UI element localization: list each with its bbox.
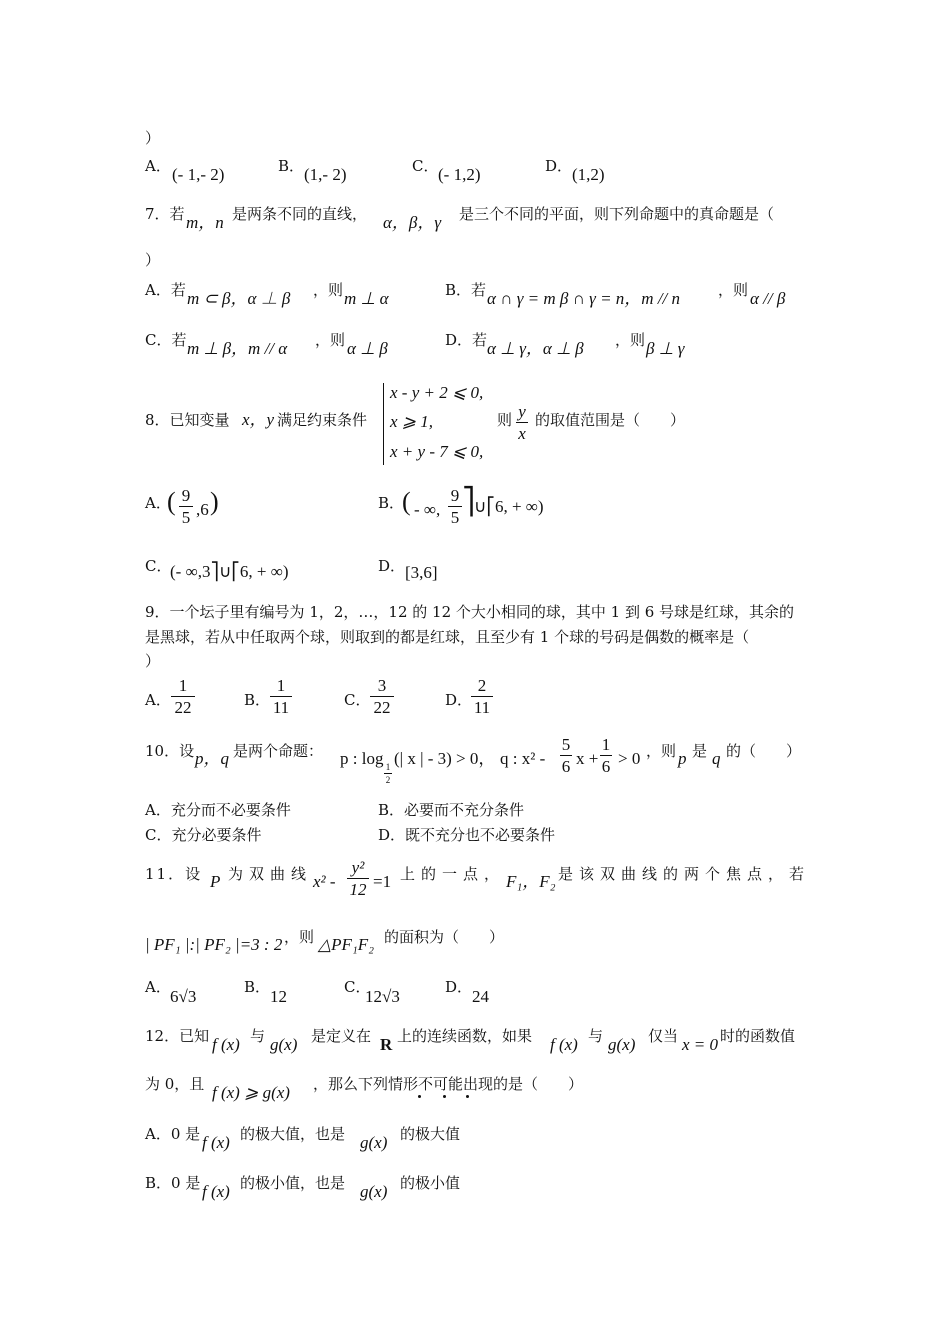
- q12-text-value: 时的函数值: [720, 1027, 796, 1045]
- fraction-bar: [171, 696, 195, 697]
- q8-constraint-2: x ⩾ 1,: [390, 412, 434, 431]
- q8-constraint-brace: [383, 383, 384, 465]
- q12-reals: R: [380, 1035, 393, 1054]
- q8-option-d-value: [3,6]: [405, 563, 438, 582]
- q12-inequality: f (x) ⩾ g(x): [212, 1083, 290, 1102]
- q9-option-b-label: B．: [244, 691, 271, 709]
- fraction-bar: [448, 506, 462, 507]
- q9-option-c-denominator: 22: [373, 698, 391, 717]
- q6-option-b-label: B．: [278, 157, 305, 175]
- emphasis-dot: [466, 1095, 469, 1098]
- q7-option-c-label: C．若: [145, 331, 187, 349]
- q8-option-a-denominator: 5: [181, 508, 191, 527]
- q9-line-2: 是黑球，若从中任取两个球，则取到的都是红球，且至少有 1 个球的号码是偶数的概率是（: [145, 628, 750, 646]
- q10-p-log: p : log: [340, 749, 384, 768]
- q8-then: 则: [497, 411, 513, 429]
- q9-option-c-numerator: 3: [377, 676, 387, 695]
- q11-fraction-num: y²: [351, 858, 365, 877]
- q8-text-constraint: 满足约束条件: [277, 411, 368, 429]
- q12-option-a-mid: 的极大值，也是: [240, 1125, 346, 1143]
- q7-option-a-cond: m ⊂ β，α ⊥ β: [187, 289, 291, 308]
- q10-log-base-num: 1: [385, 762, 391, 772]
- q6-closing-paren: ）: [145, 129, 161, 147]
- q11-option-a-label: A．: [145, 978, 171, 996]
- fraction-bar: [347, 878, 369, 879]
- q9-option-c-label: C．: [344, 691, 371, 709]
- q12-text-only: 仅当: [648, 1027, 679, 1045]
- q7-text-lines: 是两条不同的直线，: [232, 205, 368, 223]
- q12-x0: x = 0: [682, 1035, 719, 1054]
- q11-point-p: P: [210, 872, 221, 891]
- fraction-bar: [600, 755, 612, 756]
- q10-log-base-den: 2: [385, 775, 391, 785]
- q11-number: 11．设: [145, 865, 203, 883]
- q6-option-a-value: (- 1,- 2): [172, 165, 225, 184]
- q9-option-a-denominator: 22: [174, 698, 192, 717]
- q12-option-a-g: g(x): [360, 1133, 388, 1152]
- q7-text-planes: 是三个不同的平面，则下列命题中的真命题是（: [459, 205, 775, 223]
- fraction-bar: [179, 506, 193, 507]
- q10-then: ，则: [646, 742, 677, 760]
- q8-option-a-open-paren: (: [167, 487, 176, 516]
- q9-option-c-fraction: [370, 676, 394, 717]
- q10-q-fraction-1: [560, 735, 572, 776]
- q11-text-area: 的面积为（ ）: [384, 928, 505, 946]
- q8-option-b-rest: ∪⎡6, + ∞): [474, 497, 544, 516]
- q8-option-b-pre: - ∞,: [414, 500, 441, 519]
- q10-option-a: A．充分而不必要条件: [145, 801, 291, 819]
- q8-option-b-denominator: 5: [450, 508, 460, 527]
- q11-ratio: | PF₁ |:| PF₂ |=3 : 2: [145, 935, 283, 954]
- fraction-bar: [384, 773, 392, 774]
- q7-option-a-result: m ⊥ α: [344, 289, 389, 308]
- q10-q-expr: q : x² -: [500, 749, 546, 768]
- q10-text-props: 是两个命题：: [233, 742, 324, 760]
- q6-option-b-value: (1,- 2): [304, 165, 347, 184]
- q10-q-fraction-2: [600, 735, 612, 776]
- q7-option-b-result: α // β: [750, 289, 786, 308]
- fraction-bar: [471, 696, 493, 697]
- q11-x2: x² -: [313, 872, 336, 891]
- q9-option-d-fraction: [471, 676, 493, 717]
- q8-option-a-numerator: 9: [181, 486, 191, 505]
- q7-number: 7．若: [145, 205, 185, 223]
- q7-option-c-then: ，则: [315, 331, 346, 349]
- q10-option-c: C．充分必要条件: [145, 826, 262, 844]
- q8-ratio-denominator: x: [518, 424, 526, 443]
- q7-lines-mn: m，n: [186, 213, 224, 232]
- q10-q-rest: > 0: [618, 749, 641, 768]
- q9-option-a-numerator: 1: [178, 676, 188, 695]
- q8-number: 8．已知变量: [145, 411, 230, 429]
- q7-option-d-cond: α ⊥ γ，α ⊥ β: [487, 339, 584, 358]
- q12-option-a-start: A．0 是: [145, 1125, 201, 1143]
- q10-q-mid: x +: [576, 749, 599, 768]
- q12-and: 与: [250, 1027, 266, 1045]
- q8-option-a-fraction: [179, 486, 193, 527]
- q7-option-a-then: ，则: [313, 281, 344, 299]
- q7-option-a-label: A．若: [145, 281, 186, 299]
- q10-q-fraction-2-num: 1: [601, 735, 611, 754]
- q8-option-b-label: B．: [378, 494, 405, 512]
- q11-triangle: △PF₁F₂: [318, 935, 375, 954]
- q11-option-b-label: B．: [244, 978, 271, 996]
- q6-option-c-value: (- 1,2): [438, 165, 481, 184]
- q10-log-base: [384, 762, 392, 785]
- q7-option-b-then: ，则: [718, 281, 749, 299]
- q7-option-d-result: β ⊥ γ: [646, 339, 685, 358]
- q11-text-point: 上的一点，: [400, 865, 506, 883]
- q12-number: 12．已知: [145, 1027, 210, 1045]
- q9-line-1: 9．一个坛子里有编号为 1，2，…，12 的 12 个大小相同的球，其中 1 到 6 号球是红球，其余的: [145, 603, 795, 621]
- fraction-bar: [370, 696, 394, 697]
- q12-option-b-f: f (x): [202, 1182, 230, 1201]
- q10-q-fraction-2-den: 6: [601, 757, 611, 776]
- q9-option-a-label: A．: [145, 691, 171, 709]
- q10-q-fraction-1-den: 6: [561, 757, 571, 776]
- q12-option-a-f: f (x): [202, 1133, 230, 1152]
- q12-text-continuous: 上的连续函数，如果: [397, 1027, 533, 1045]
- q11-eq1: =1: [373, 872, 392, 891]
- q9-option-d-label: D．: [445, 691, 473, 709]
- q10-number: 10．设: [145, 742, 195, 760]
- q9-option-d-denominator: 11: [473, 698, 491, 717]
- q8-ratio-fraction: [516, 402, 528, 443]
- q7-planes: α，β，γ: [383, 213, 442, 232]
- q10-q-fraction-1-num: 5: [561, 735, 571, 754]
- q12-g: g(x): [270, 1035, 298, 1054]
- q9-option-d-numerator: 2: [477, 676, 487, 695]
- q11-hyperbola-fraction: [347, 858, 369, 899]
- q7-option-b-cond: α ∩ γ = m β ∩ γ = n，m // n: [487, 289, 681, 308]
- q10-p: p: [678, 749, 687, 768]
- q12-f: f (x): [212, 1035, 240, 1054]
- fraction-bar: [270, 696, 292, 697]
- q12-f-2: f (x): [550, 1035, 578, 1054]
- q8-option-a-close-paren: ): [210, 487, 219, 516]
- q11-option-c-label: C．: [344, 978, 371, 996]
- emphasis-dot: [443, 1095, 446, 1098]
- q10-option-b: B．必要而不充分条件: [378, 801, 525, 819]
- q8-option-a-label: A．: [145, 494, 171, 512]
- q7-option-d-label: D．若: [445, 331, 488, 349]
- q11-text-hyperbola: 为双曲线: [228, 865, 313, 883]
- q8-variables: x，y: [242, 410, 275, 429]
- q8-text-range: 的取值范围是（ ）: [535, 411, 686, 429]
- q9-option-b-fraction: [270, 676, 292, 717]
- q8-ratio-numerator: y: [518, 402, 526, 421]
- q12-text-zero: 为 0，且: [145, 1075, 205, 1093]
- q12-option-b-mid: 的极小值，也是: [240, 1174, 346, 1192]
- q9-option-a-fraction: [171, 676, 195, 717]
- q10-q: q: [712, 749, 721, 768]
- q9-option-b-numerator: 1: [276, 676, 286, 695]
- q11-foci: F₁，F₂: [506, 872, 556, 891]
- q12-text-impossible: ，那么下列情形不可能出现的是（ ）: [313, 1075, 584, 1093]
- q11-fraction-den: 12: [349, 880, 367, 899]
- q11-option-c-value: 12√3: [365, 987, 400, 1006]
- fraction-bar: [516, 422, 528, 423]
- q9-option-b-denominator: 11: [272, 698, 290, 717]
- q6-option-a-label: A．: [145, 157, 171, 175]
- q7-option-d-then: ，则: [615, 331, 646, 349]
- q8-option-a-rest: ,6: [196, 500, 209, 519]
- q7-closing-paren: ）: [145, 251, 161, 269]
- fraction-bar: [560, 755, 572, 756]
- q10-is: 是: [692, 742, 708, 760]
- q6-option-d-label: D．: [545, 157, 573, 175]
- q10-option-d: D．既不充分也不必要条件: [378, 826, 556, 844]
- q10-p-rest: (| x | - 3) > 0，: [394, 749, 496, 768]
- q6-option-d-value: (1,2): [572, 165, 605, 184]
- q8-option-c-label: C．: [145, 557, 172, 575]
- q12-option-b-g: g(x): [360, 1182, 388, 1201]
- q10-text-of: 的（ ）: [726, 742, 802, 760]
- q8-option-b-fraction: [448, 486, 462, 527]
- q9-closing-paren: ）: [145, 652, 161, 670]
- q12-option-a-end: 的极大值: [400, 1125, 461, 1143]
- q8-option-b-numerator: 9: [450, 486, 460, 505]
- q12-text-defined: 是定义在: [311, 1027, 372, 1045]
- emphasis-dot: [418, 1095, 421, 1098]
- q7-option-b-label: B．若: [445, 281, 487, 299]
- q8-option-b-close-bracket: ⎤: [462, 487, 475, 516]
- q11-text-foci: 是该双曲线的两个焦点，若: [558, 865, 811, 883]
- q10-propositions: p，q: [195, 749, 229, 768]
- q11-option-d-value: 24: [472, 987, 489, 1006]
- q8-option-b-open-paren: (: [402, 487, 411, 516]
- q12-g-2: g(x): [608, 1035, 636, 1054]
- q11-option-b-value: 12: [270, 987, 287, 1006]
- q7-option-c-result: α ⊥ β: [347, 339, 388, 358]
- q8-option-d-label: D．: [378, 557, 406, 575]
- q8-constraint-1: x - y + 2 ⩽ 0,: [390, 383, 484, 402]
- q6-option-c-label: C．: [412, 157, 439, 175]
- q11-then: ，则: [284, 928, 315, 946]
- q11-option-a-value: 6√3: [170, 987, 197, 1006]
- q8-constraint-3: x + y - 7 ⩽ 0,: [390, 442, 484, 461]
- q7-option-c-cond: m ⊥ β，m // α: [187, 339, 288, 358]
- q12-option-b-end: 的极小值: [400, 1174, 461, 1192]
- q12-and-2: 与: [588, 1027, 604, 1045]
- q8-option-c-value: (- ∞,3⎤∪⎡6, + ∞): [170, 562, 289, 581]
- q12-option-b-start: B．0 是: [145, 1174, 201, 1192]
- q11-option-d-label: D．: [445, 978, 473, 996]
